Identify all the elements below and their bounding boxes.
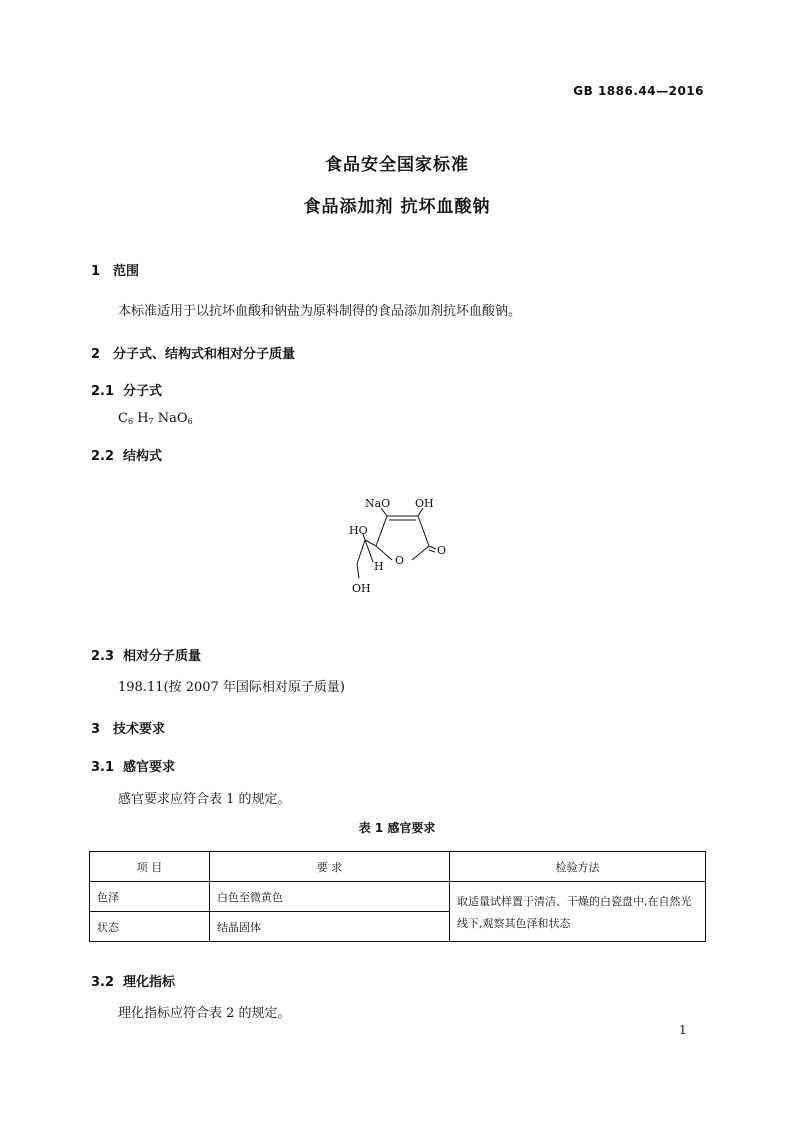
label-oh-top: OH <box>415 497 434 510</box>
section-number: 2.2 <box>91 449 115 464</box>
document-title: 食品安全国家标准 <box>325 155 469 175</box>
section-number: 2.1 <box>91 384 115 399</box>
formula-subscript: 7 <box>148 417 154 426</box>
standard-code: GB 1886.44—2016 <box>573 84 704 98</box>
section-number: 3 <box>91 722 101 737</box>
formula-subscript: 6 <box>187 417 193 426</box>
formula-subscript: 6 <box>127 417 134 426</box>
section-title: 范围 <box>113 264 140 279</box>
section-1-heading <box>91 260 139 279</box>
section-title: 相对分子质量 <box>123 649 202 664</box>
label-ring-o: O <box>395 554 405 567</box>
section-2-3-heading <box>91 645 201 664</box>
label-carbonyl-o: O <box>437 544 447 557</box>
structural-formula <box>335 488 465 603</box>
section-title: 感官要求 <box>123 760 176 775</box>
section-3-1-body: 感官要求应符合表 1 的规定。 <box>118 792 291 807</box>
label-h: H <box>374 560 384 573</box>
section-3-1-heading <box>91 756 175 775</box>
header-method: 检验方法 <box>450 852 706 882</box>
section-title: 分子式、结构式和相对分子质量 <box>113 347 296 362</box>
label-oh-bottom: OH <box>352 582 371 595</box>
section-number: 3.2 <box>91 975 115 990</box>
label-nao: NaO <box>365 497 391 510</box>
molecular-formula <box>118 411 193 426</box>
cell-method: 取适量试样置于清洁、干燥的白瓷盘中,在自然光线下,观察其色泽和状态 <box>450 882 706 942</box>
page-number: 1 <box>679 1023 687 1037</box>
section-2-heading <box>91 343 295 362</box>
cell-requirement: 白色至微黄色 <box>210 882 450 912</box>
section-number: 2.3 <box>91 649 115 664</box>
section-3-heading <box>91 718 165 737</box>
section-2-2-heading <box>91 445 162 464</box>
section-title: 理化指标 <box>123 975 176 990</box>
sensory-requirements-table <box>89 851 706 942</box>
section-title: 结构式 <box>123 449 163 464</box>
table-header-row <box>90 852 706 882</box>
formula-element: C <box>118 411 128 426</box>
section-3-2-body: 理化指标应符合表 2 的规定。 <box>118 1006 291 1021</box>
section-title: 技术要求 <box>113 722 166 737</box>
table-row <box>90 882 706 912</box>
cell-requirement: 结晶固体 <box>210 912 450 942</box>
cell-item: 状态 <box>90 912 210 942</box>
section-number: 3.1 <box>91 760 115 775</box>
molecular-mass: 198.11(按 2007 年国际相对原子质量) <box>118 680 345 695</box>
section-title: 分子式 <box>123 384 163 399</box>
header-requirement: 要 求 <box>210 852 450 882</box>
label-ho-left: HO <box>349 524 368 537</box>
section-1-body: 本标准适用于以抗坏血酸和钠盐为原料制得的食品添加剂抗坏血酸钠。 <box>118 304 522 319</box>
formula-element: H <box>137 411 149 426</box>
section-number: 1 <box>91 264 101 279</box>
section-2-1-heading <box>91 380 162 399</box>
section-number: 2 <box>91 347 101 362</box>
cell-item: 色泽 <box>90 882 210 912</box>
section-3-2-heading <box>91 971 175 990</box>
header-item: 项 目 <box>90 852 210 882</box>
document-subtitle: 食品添加剂 抗坏血酸钠 <box>303 197 491 217</box>
table-1-caption: 表 1 感官要求 <box>358 821 436 835</box>
formula-element: NaO <box>157 411 188 426</box>
